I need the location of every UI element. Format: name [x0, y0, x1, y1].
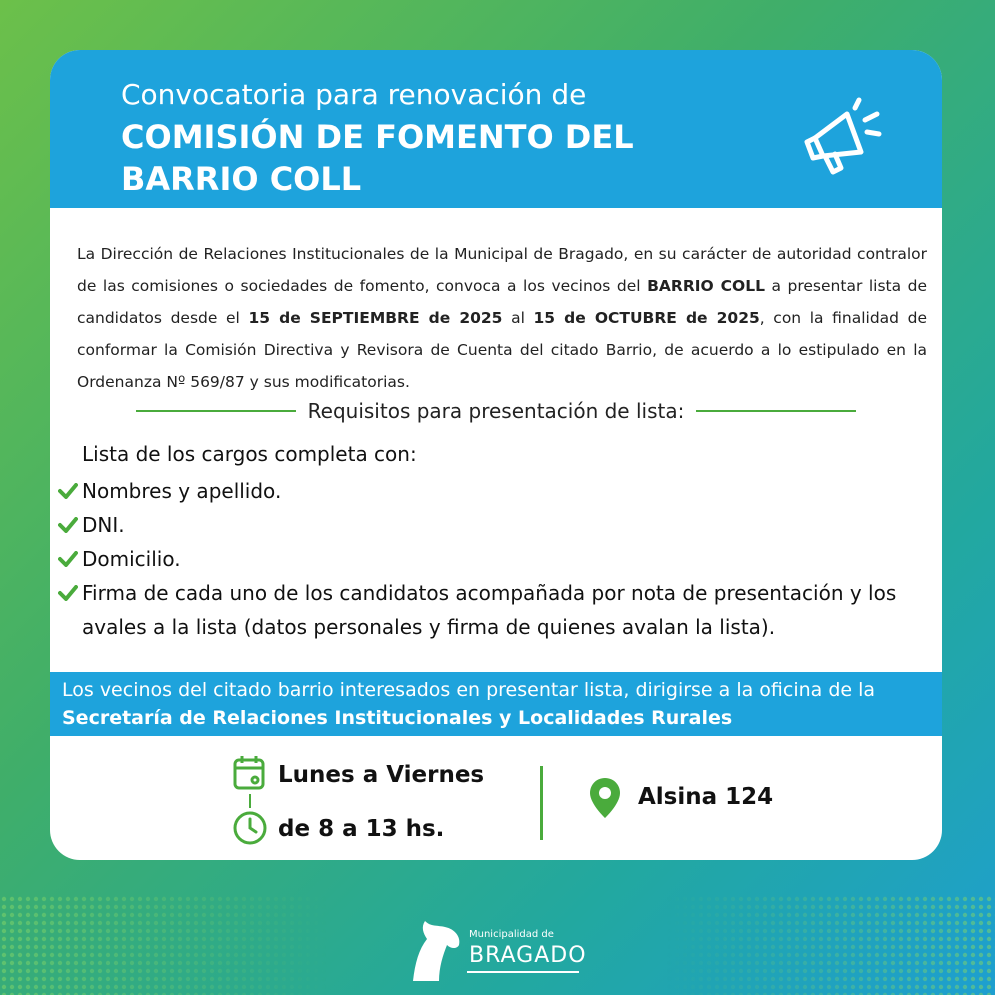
intro-date-to: 15 de OCTUBRE de 2025 [533, 308, 760, 327]
list-item-text: Domicilio. [82, 547, 181, 571]
list-item [58, 508, 928, 542]
card-header [50, 50, 942, 208]
list-item-text: Firma de cada uno de los candidatos acompañada por nota de presentación y los avales a la lista (datos personales y firma de quienes avalan la lista). [82, 581, 897, 639]
heading-line-right [696, 410, 856, 412]
header-title-line2: BARRIO COLL [121, 160, 362, 198]
megaphone-icon [795, 90, 885, 180]
intro-date-from: 15 de SEPTIEMBRE de 2025 [248, 308, 503, 327]
band-text: Los vecinos del citado barrio interesados en presentar lista, dirigirse a la oficina de la [62, 679, 876, 701]
logo-big-text: BRAGADO [469, 943, 587, 968]
list-item-text: DNI. [82, 513, 125, 537]
horse-logo-icon [405, 915, 465, 985]
check-icon [58, 483, 78, 499]
logo-small-text: Municipalidad de [469, 929, 554, 940]
intro-part2: a presentar lista de candidatos desde el [77, 276, 927, 327]
address: Alsina 124 [638, 784, 774, 810]
list-item-text: Nombres y apellido. [82, 479, 282, 503]
intro-part1: La Dirección de Relaciones Institucionales de la Municipal de Bragado, en su carácter de autoridad contralor de las comisiones o sociedades de fomento, convoca a los vecinos del [77, 244, 927, 295]
intro-part4: , con la finalidad de conformar la Comisión Directiva y Revisora de Cuenta del citado Barrio, de acuerdo a lo estipulado en la Ordenanza Nº 569/87 y sus modificatorias. [77, 308, 927, 391]
list-intro: Lista de los cargos completa con: [82, 442, 417, 466]
office-band [50, 672, 942, 736]
list-item [58, 474, 928, 508]
calendar-icon [232, 754, 268, 794]
band-office: Secretaría de Relaciones Institucionales y Localidades Rurales [62, 707, 733, 729]
dot-pattern-right [665, 895, 995, 995]
vertical-divider [540, 766, 543, 840]
header-subtitle: Convocatoria para renovación de [121, 78, 587, 111]
intro-part3: al [511, 308, 525, 327]
check-icon [58, 551, 78, 567]
dot-pattern-left [0, 895, 330, 995]
intro-barrio: BARRIO COLL [647, 276, 765, 295]
header-title [121, 116, 721, 200]
schedule-section [50, 750, 942, 850]
footer [0, 895, 995, 995]
list-item [58, 542, 928, 576]
check-icon [58, 585, 78, 601]
requirements-heading-text: Requisitos para presentación de lista: [307, 399, 685, 423]
bragado-logo [405, 915, 585, 985]
header-title-line1: COMISIÓN DE FOMENTO DEL [121, 118, 634, 156]
logo-underline [467, 971, 579, 973]
schedule-hours: de 8 a 13 hs. [278, 816, 445, 842]
schedule-days: Lunes a Viernes [278, 762, 485, 788]
check-icon [58, 517, 78, 533]
clock-icon [232, 806, 268, 846]
location-pin-icon [588, 776, 622, 820]
announcement-card [50, 50, 942, 860]
requirements-heading [50, 396, 942, 426]
requirements-list [58, 474, 928, 644]
intro-paragraph [77, 238, 927, 398]
list-item [58, 576, 928, 644]
heading-line-left [136, 410, 296, 412]
